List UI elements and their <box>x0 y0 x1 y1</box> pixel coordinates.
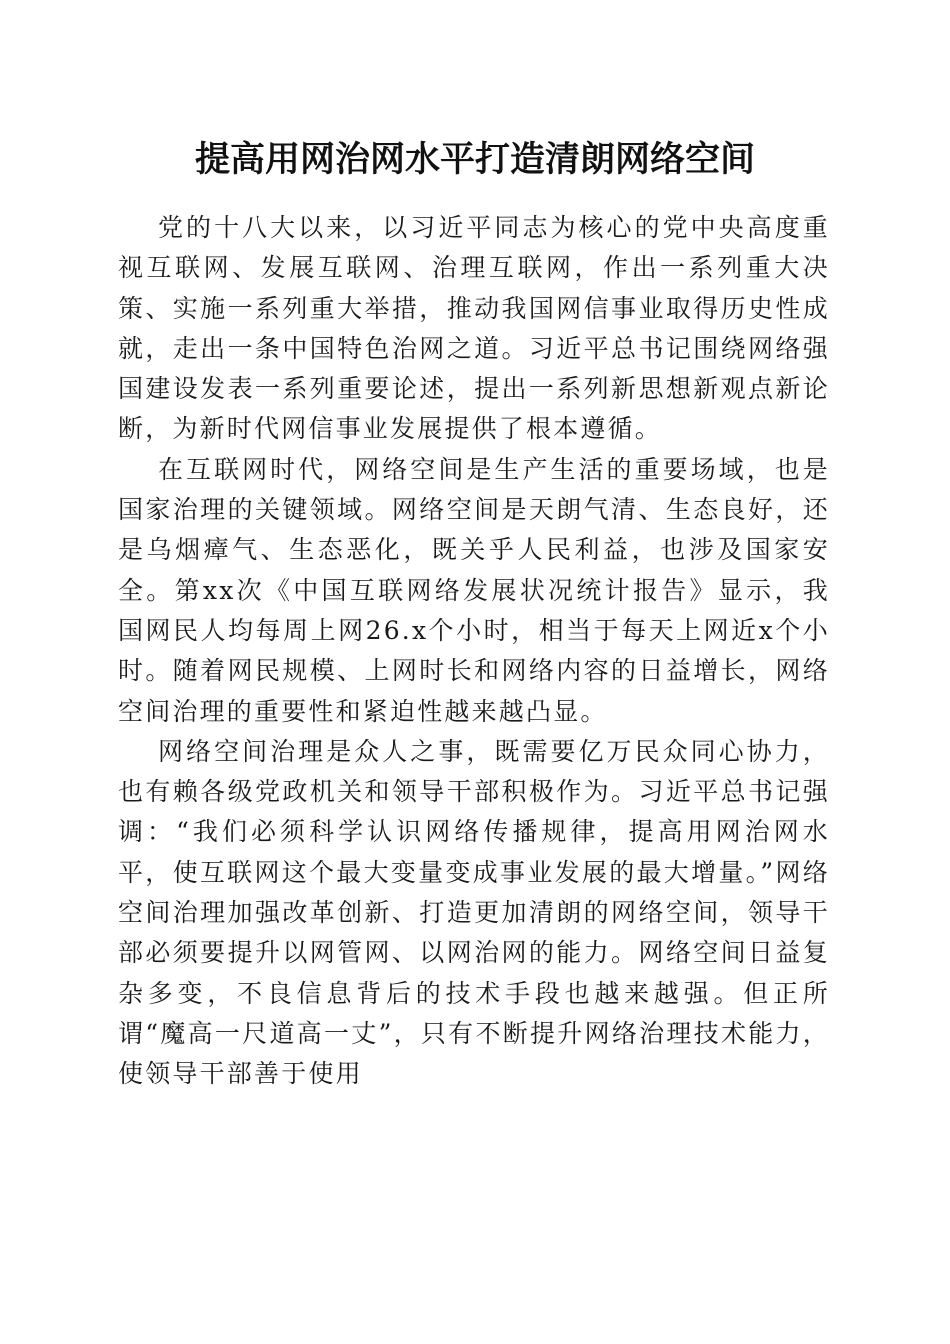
paragraph-2: 在互联网时代，网络空间是生产生活的重要场域，也是国家治理的关键领域。网络空间是天朗气清、生态良好，还是乌烟瘴气、生态恶化，既关乎人民利益，也涉及国家安全。第xx次《中国互联网络发展状况统计报告》显示，我国网民人均每周上网26.x个小时，相当于每天上网近x个小时。随着网民规模、上网时长和网络内容的日益增长，网络空间治理的重要性和紧迫性越来越凸显。 <box>118 454 830 726</box>
document-title: 提高用网治网水平打造清朗网络空间 <box>194 139 755 180</box>
document-body <box>118 208 830 1095</box>
paragraph-1: 党的十八大以来，以习近平同志为核心的党中央高度重视互联网、发展互联网、治理互联网，作出一系列重大决策、实施一系列重大举措，推动我国网信事业取得历史性成就，走出一条中国特色治网之道。习近平总书记围绕网络强国建设发表一系列重要论述，提出一系列新思想新观点新论断，为新时代网信事业发展提供了根本遵循。 <box>118 213 830 444</box>
paragraph-3: 网络空间治理是众人之事，既需要亿万民众同心协力，也有赖各级党政机关和领导干部积极作为。习近平总书记强调：“我们必须科学认识网络传播规律，提高用网治网水平，使互联网这个最大变量变成事业发展的最大增量。”网络空间治理加强改革创新、打造更加清朗的网络空间，领导干部必须要提升以网管网、以网治网的能力。网络空间日益复杂多变，不良信息背后的技术手段也越来越强。但正所谓“魔高一尺道高一丈”，只有不断提升网络治理技术能力，使领导干部善于使用 <box>118 736 830 1089</box>
